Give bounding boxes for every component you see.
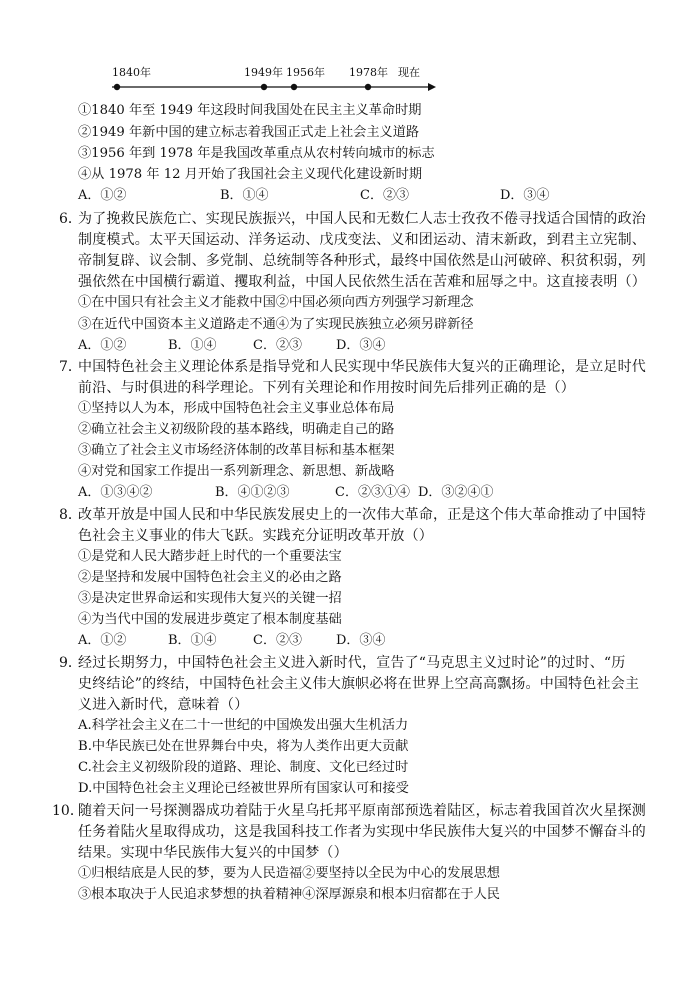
timeline-label-now: 现在 — [398, 66, 420, 79]
q6-statement-1: ①在中国只有社会主义才能救中国②中国必须向西方列强学习新理念 — [78, 295, 474, 310]
q7-number: 7． — [59, 359, 82, 375]
q6-stem-line-1: 为了挽救民族危亡、实现民族振兴，中国人民和无数仁人志士孜孜不倦寻找适合国情的政治 — [78, 211, 646, 227]
q9-option-b: B.中华民族已处在世界舞台中央，将为人类作出更大贡献 — [78, 739, 409, 754]
q5-choice-b: B．①④ — [220, 188, 269, 203]
q8-stem-line-2: 色社会主义事业的伟大飞跃。实践充分证明改革开放（） — [78, 528, 433, 544]
q7-choice-c: C．②③①④ — [335, 485, 410, 500]
q8-choice-a: A．①② — [78, 633, 127, 648]
timeline-dot-1978 — [365, 84, 371, 90]
q6-choice-c: C．②③ — [253, 338, 302, 353]
q8-number: 8． — [59, 507, 82, 523]
q7-choice-d: D．③②④① — [418, 485, 494, 500]
q9-stem-line-1: 经过长期努力，中国特色社会主义进入新时代，宣告了“马克思主义过时论”的过时、“历 — [78, 655, 626, 671]
q10-stem-line-1: 随着天问一号探测器成功着陆于火星乌托邦平原南部预选着陆区，标志着我国首次火星探测 — [78, 803, 646, 819]
q7-stem-line-1: 中国特色社会主义理论体系是指导党和人民实现中华民族伟大复兴的正确理论，是立足时代 — [78, 359, 646, 375]
q8-choice-d: D．③④ — [336, 633, 386, 648]
q9-option-c: C.社会主义初级阶段的道路、理论、制度、文化已经过时 — [78, 760, 409, 775]
q7-stem-line-2: 前沿、与时俱进的科学理论。下列有关理论和作用按时间先后排列正确的是（） — [78, 380, 575, 396]
q5-statement-1: ①1840 年至 1949 年这段时间我国处在民主主义革命时期 — [78, 103, 422, 118]
q5-choice-c: C．②③ — [360, 188, 409, 203]
q8-stem-line-1: 改革开放是中国人民和中华民族发展史上的一次伟大革命，正是这个伟大革命推动了中国特 — [78, 507, 646, 523]
q5-statement-2: ②1949 年新中国的建立标志着我国正式走上社会主义道路 — [78, 125, 420, 140]
q6-statement-2: ③在近代中国资本主义道路走不通④为了实现民族独立必须另辟新径 — [78, 317, 474, 332]
q5-choice-d: D．③④ — [500, 188, 550, 203]
q10-statement-2: ③根本取决于人民追求梦想的执着精神④深厚源泉和根本归宿都在于人民 — [78, 887, 500, 902]
timeline-dot-1840 — [114, 84, 120, 90]
timeline-label-1978: 1978年 — [349, 66, 388, 79]
q8-choice-b: B．①④ — [168, 633, 217, 648]
q8-choice-c: C．②③ — [253, 633, 302, 648]
q5-statement-4: ④从 1978 年 12 月开始了我国社会主义现代化建设新时期 — [78, 167, 423, 182]
q6-stem-line-2: 制度模式。太平天国运动、洋务运动、戊戌变法、义和团运动、清末新政，到君主立宪制、 — [78, 232, 646, 248]
q5-choice-a: A．①② — [78, 188, 127, 203]
q7-choice-b: B．④①②③ — [215, 485, 290, 500]
q8-statement-4: ④为当代中国的发展进步奠定了根本制度基础 — [78, 612, 342, 627]
timeline-diagram — [0, 0, 695, 100]
timeline-label-1949: 1949年 — [244, 66, 283, 79]
q10-number: 10． — [52, 803, 84, 819]
q10-stem-line-3: 结果。实现中华民族伟大复兴的中国梦（） — [78, 845, 348, 861]
q7-choice-a: A．①③④② — [78, 485, 153, 500]
q6-number: 6． — [59, 211, 82, 227]
timeline-label-1840: 1840年 — [112, 66, 151, 79]
q5-statement-3: ③1956 年到 1978 年是我国改革重点从农村转向城市的标志 — [78, 146, 435, 161]
q8-statement-3: ③是决定世界命运和实现伟大复兴的关键一招 — [78, 591, 342, 606]
timeline-dot-1949 — [261, 84, 267, 90]
timeline-dot-1956 — [291, 84, 297, 90]
q6-stem-line-4: 强依然在中国横行霸道、攫取利益，中国人民依然生活在苦难和屈辱之中。这直接表明（） — [78, 274, 646, 290]
q9-stem-line-2: 史终结论”的终结，中国特色社会主义伟大旗帜必将在世界上空高高飘扬。中国特色社会主 — [78, 676, 640, 692]
q10-stem-line-2: 任务着陆火星取得成功，这是我国科技工作者为实现中华民族伟大复兴的中国梦不懈奋斗的 — [78, 824, 646, 840]
q6-choice-d: D．③④ — [336, 338, 386, 353]
q7-statement-4: ④对党和国家工作提出一系列新理念、新思想、新战略 — [78, 464, 395, 479]
q8-statement-1: ①是党和人民大踏步赶上时代的一个重要法宝 — [78, 549, 342, 564]
q9-stem-line-3: 义进入新时代，意味着（） — [78, 697, 249, 713]
q7-statement-2: ②确立社会主义初级阶段的基本路线，明确走自己的路 — [78, 422, 395, 437]
timeline-label-1956: 1956年 — [286, 66, 325, 79]
q10-statement-1: ①归根结底是人民的梦，要为人民造福②要坚持以全民为中心的发展思想 — [78, 866, 500, 881]
q6-choice-a: A．①② — [78, 338, 127, 353]
q9-option-a: A.科学社会主义在二十一世纪的中国焕发出强大生机活力 — [78, 718, 409, 733]
timeline-arrow-icon — [428, 83, 436, 91]
q9-option-d: D.中国特色社会主义理论已经被世界所有国家认可和接受 — [78, 781, 409, 796]
q8-statement-2: ②是坚持和发展中国特色社会主义的必由之路 — [78, 570, 342, 585]
q6-choice-b: B．①④ — [168, 338, 217, 353]
q7-statement-3: ③确立了社会主义市场经济体制的改革目标和基本框架 — [78, 443, 395, 458]
q6-stem-line-3: 帝制复辟、议会制、多党制、总统制等各种形式，最终中国依然是山河破碎、积贫积弱，列 — [78, 253, 646, 269]
q7-statement-1: ①坚持以人为本，形成中国特色社会主义事业总体布局 — [78, 401, 395, 416]
q9-number: 9． — [59, 655, 82, 671]
